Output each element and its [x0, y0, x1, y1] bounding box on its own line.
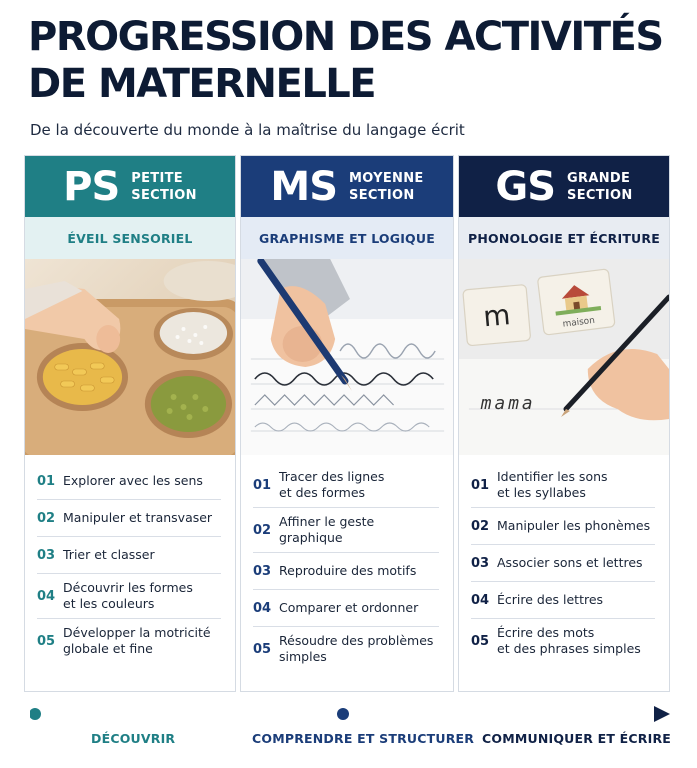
section-name: MOYENNE SECTION	[349, 170, 424, 203]
column-grande-section	[458, 155, 670, 692]
timeline-dot-middle	[337, 708, 349, 720]
list-item: 02 Manipuler les phonèmes	[471, 508, 655, 545]
list-item: 04 Découvrir les formes et les couleurs	[37, 574, 221, 619]
list-item: 05 Écrire des mots et des phrases simples	[471, 625, 641, 656]
theme-label: GRAPHISME ET LOGIQUE	[241, 217, 453, 259]
timeline-stage-discover: DÉCOUVRIR	[91, 731, 176, 746]
list-item: 05 Résoudre des problèmes simples	[253, 633, 434, 664]
list-item: 02 Affiner le geste graphique	[253, 508, 439, 553]
section-abbr: PS	[63, 163, 120, 210]
card-letter: m	[481, 297, 512, 334]
list-item: 01 Tracer des lignes et des formes	[253, 463, 439, 508]
list-item: 02 Manipuler et transvaser	[37, 500, 221, 537]
page-title: PROGRESSION DES ACTIVITÉS DE MATERNELLE	[28, 14, 663, 107]
list-item: 03 Trier et classer	[37, 537, 221, 574]
list-item: 01 Explorer avec les sens	[37, 463, 221, 500]
timeline-dot-start	[30, 708, 41, 720]
timeline-stage-communicate: COMMUNIQUER ET ÉCRIRE	[482, 731, 672, 746]
column-header	[25, 156, 235, 217]
activity-list	[459, 455, 669, 663]
tracing-worksheet-photo	[241, 259, 453, 455]
section-abbr: MS	[270, 163, 338, 210]
section-name: PETITE SECTION	[131, 170, 197, 203]
card-word: maison	[562, 315, 596, 330]
timeline-stage-understand: COMPRENDRE ET STRUCTURER	[252, 731, 475, 746]
column-header	[241, 156, 453, 217]
column-petite-section	[24, 155, 236, 692]
theme-label: ÉVEIL SENSORIEL	[25, 217, 235, 259]
activity-list	[25, 455, 235, 663]
section-abbr: GS	[495, 163, 556, 210]
section-name: GRANDE SECTION	[567, 170, 633, 203]
list-item: 05 Développer la motricité globale et fine	[37, 625, 211, 656]
theme-label: PHONOLOGIE ET ÉCRITURE	[459, 217, 669, 259]
written-word: mama	[480, 392, 536, 415]
list-item: 04 Comparer et ordonner	[253, 590, 439, 627]
column-moyenne-section	[240, 155, 454, 692]
list-item: 03 Associer sons et lettres	[471, 545, 655, 582]
progress-timeline	[30, 706, 670, 722]
page-subtitle: De la découverte du monde à la maîtrise du langage écrit	[30, 121, 465, 139]
activity-list	[241, 455, 453, 671]
list-item: 04 Écrire des lettres	[471, 582, 655, 619]
sensory-tray-photo	[25, 259, 235, 455]
timeline-arrow-icon	[654, 706, 670, 722]
writing-practice-photo	[459, 259, 669, 455]
list-item: 01 Identifier les sons et les syllabes	[471, 463, 655, 508]
list-item: 03 Reproduire des motifs	[253, 553, 439, 590]
column-header	[459, 156, 669, 217]
